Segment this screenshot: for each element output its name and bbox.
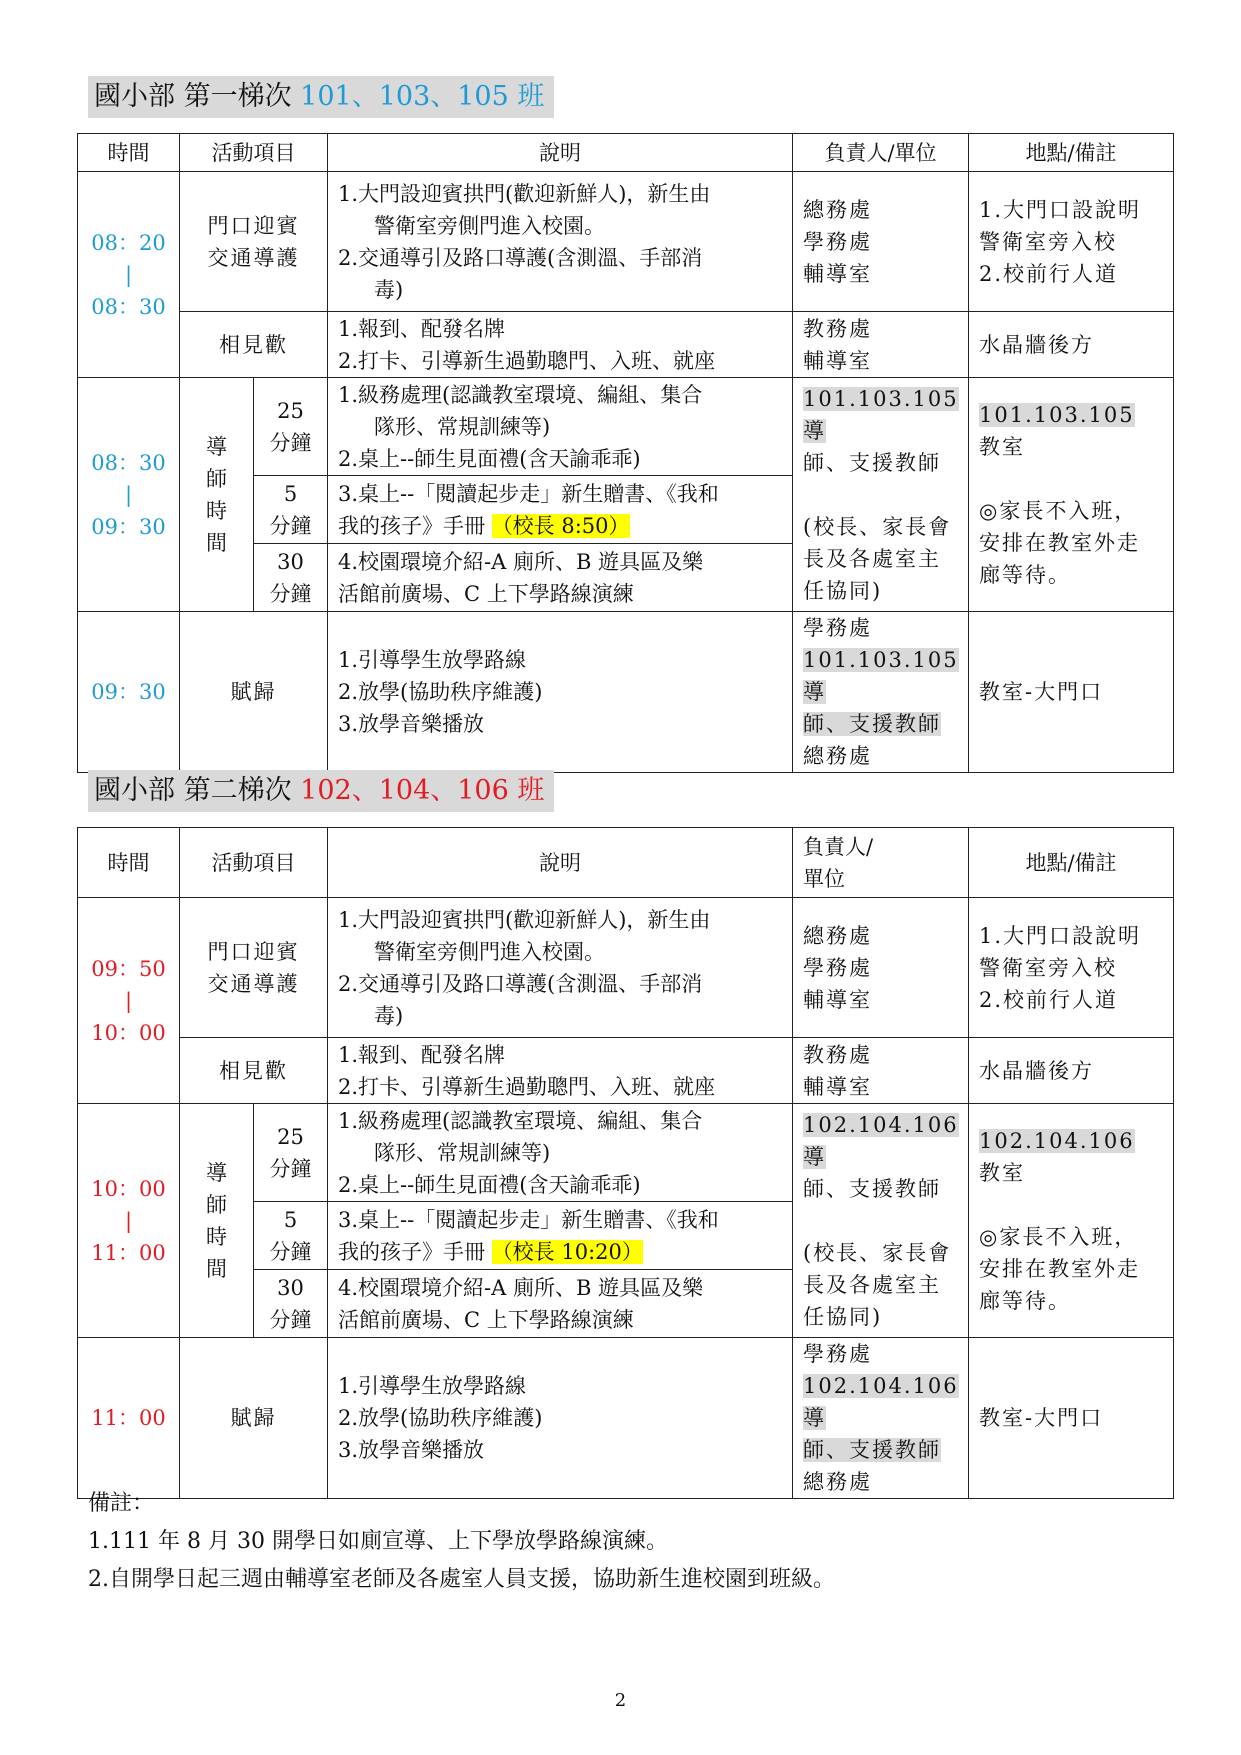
header-activity: 活動項目	[180, 828, 328, 898]
duration-cell	[254, 1202, 328, 1270]
text-line: 2.打卡、引導新生過勤聰門、入班、就座	[338, 348, 716, 373]
text-line: 總務處	[803, 197, 872, 222]
description-cell	[328, 898, 793, 1038]
header-time: 時間	[78, 828, 180, 898]
owner-cell	[793, 1338, 969, 1499]
owner-cell	[793, 612, 969, 773]
text-line: 3.放學音樂播放	[338, 712, 485, 736]
text-line: 1.大門口設說明	[979, 197, 1142, 222]
owner-cell	[793, 378, 969, 612]
table-row	[78, 312, 1174, 378]
text-line: 2.桌上--師生見面禮(含天諭乖乖)	[338, 446, 641, 471]
location-class-highlight: 102.104.106	[979, 1128, 1135, 1153]
text-line	[803, 1205, 958, 1237]
text-line: 警衛室旁入校	[979, 955, 1117, 980]
notes	[88, 1485, 835, 1599]
text-line: 08：20	[91, 230, 166, 255]
header-location: 地點/備註	[969, 134, 1174, 172]
activity-cell	[180, 1104, 254, 1338]
table-row	[78, 172, 1174, 312]
text-line: |	[124, 988, 133, 1013]
text-line: 輔導室	[803, 348, 872, 373]
text-line: (校長、家長會	[803, 514, 952, 539]
principal-time-highlight: （校長 8:50）	[491, 513, 630, 538]
text-line: 師	[206, 1192, 227, 1217]
text-line: 導	[206, 1160, 227, 1185]
text-line: 師、支援教師	[803, 1176, 941, 1201]
section-title: 國小部 第一梯次	[94, 81, 301, 112]
text-line: 導	[206, 434, 227, 459]
header-owner: 負責人/單位	[793, 134, 969, 172]
description-cell	[328, 1104, 793, 1202]
text-line: 2.校前行人道	[979, 261, 1119, 286]
text-line: 交通導護	[207, 971, 300, 996]
text-line: 1.大門口設說明	[979, 923, 1142, 948]
activity-cell	[180, 172, 328, 312]
owner-cell	[793, 172, 969, 312]
section-title: 國小部 第二梯次	[94, 775, 301, 806]
text-line: 輔導室	[803, 1074, 872, 1099]
text-line: 1.大門設迎賓拱門(歡迎新鮮人)，新生由	[338, 181, 711, 206]
note-line: 1.111 年 8 月 30 開學日如廁宣導、上下學放學路線演練。	[88, 1529, 668, 1554]
header-description: 說明	[328, 134, 793, 172]
duration-value: 30	[277, 549, 304, 574]
text-line: 我的孩子》手冊	[338, 1239, 485, 1264]
section-heading	[88, 76, 554, 118]
text-line: 1.報到、配發名牌	[338, 1042, 506, 1067]
text-line: 09：30	[91, 514, 166, 539]
text-line: 學務處	[803, 229, 872, 254]
text-line: 時	[206, 1224, 227, 1249]
header-owner	[793, 828, 969, 898]
text-line: 09：50	[91, 956, 166, 981]
duration-unit: 分鐘	[269, 513, 312, 538]
text-line: |	[124, 262, 133, 287]
text-line: 隊形、常規訓練等)	[374, 1140, 551, 1165]
owner-cell	[793, 898, 969, 1038]
text-line: 3.放學音樂播放	[338, 1438, 485, 1462]
duration-unit: 分鐘	[269, 1156, 312, 1181]
location-class-highlight: 101.103.105	[979, 402, 1135, 427]
section-heading	[88, 770, 554, 812]
text-line	[803, 479, 958, 511]
activity-cell: 賦歸	[180, 612, 328, 773]
text-line: 10：00	[91, 1176, 166, 1201]
description-cell	[328, 378, 793, 476]
owner-cell	[793, 1038, 969, 1104]
activity-cell: 相見歡	[180, 312, 328, 378]
text-line: 毒)	[374, 277, 404, 302]
time-cell: 11：00	[78, 1338, 180, 1499]
duration-cell	[254, 476, 328, 544]
page-number: 2	[614, 1690, 627, 1711]
text-line: 廊等待。	[979, 1288, 1071, 1313]
table-row	[78, 898, 1174, 1038]
description-cell	[328, 1270, 793, 1338]
text-line: 4.校園環境介紹-A 廁所、B 遊具區及樂	[338, 1275, 704, 1300]
owner-class-highlight: 102.104.106 導	[803, 1112, 959, 1169]
text-line: 2.打卡、引導新生過勤聰門、入班、就座	[338, 1074, 716, 1099]
location-cell	[969, 172, 1174, 312]
text-line: 安排在教室外走	[979, 1256, 1140, 1281]
text-line: 1.引導學生放學路線	[338, 1374, 527, 1398]
location-cell	[969, 898, 1174, 1038]
owner-cell	[793, 312, 969, 378]
text-line: ◎家長不入班，	[979, 1224, 1138, 1249]
text-line: 學務處	[803, 1342, 872, 1366]
description-cell	[328, 612, 793, 773]
text-line: 3.桌上--「閱讀起步走」新生贈書、《我和	[338, 481, 719, 506]
text-line: |	[124, 482, 133, 507]
header-activity: 活動項目	[180, 134, 328, 172]
text-line: 輔導室	[803, 987, 872, 1012]
duration-value: 25	[277, 398, 304, 423]
time-cell	[78, 378, 180, 612]
text-line: 警衛室旁入校	[979, 229, 1117, 254]
duration-value: 30	[277, 1275, 304, 1300]
table-row	[78, 612, 1174, 773]
text-line: 師、支援教師	[803, 450, 941, 475]
time-cell: 09：30	[78, 612, 180, 773]
description-cell	[328, 1338, 793, 1499]
text-line: 門口迎賓	[207, 939, 300, 964]
location-suffix: 教室	[979, 434, 1025, 459]
location-cell: 水晶牆後方	[969, 1038, 1174, 1104]
text-line: 2.桌上--師生見面禮(含天諭乖乖)	[338, 1172, 641, 1197]
description-cell	[328, 172, 793, 312]
duration-cell	[254, 378, 328, 476]
activity-cell	[180, 378, 254, 612]
header-owner-line: 負責人/	[803, 834, 874, 859]
table-row	[78, 1338, 1174, 1499]
text-line: 隊形、常規訓練等)	[374, 414, 551, 439]
table-row	[78, 1038, 1174, 1104]
text-line: 08：30	[91, 294, 166, 319]
header-description: 說明	[328, 828, 793, 898]
text-line: 交通導護	[207, 245, 300, 270]
location-cell: 教室-大門口	[969, 612, 1174, 773]
schedule-table	[77, 827, 1174, 1499]
notes-title: 備註：	[88, 1491, 155, 1516]
text-line: 2.交通導引及路口導護(含測溫、手部消	[338, 245, 703, 270]
text-line: 2.交通導引及路口導護(含測溫、手部消	[338, 971, 703, 996]
description-cell	[328, 1202, 793, 1270]
location-cell	[969, 378, 1174, 612]
text-line: 總務處	[803, 1470, 872, 1494]
description-cell	[328, 544, 793, 612]
text-line: (校長、家長會	[803, 1240, 952, 1265]
duration-value: 5	[283, 481, 298, 506]
text-line: 長及各處室主	[803, 1272, 941, 1297]
note-line: 2.自開學日起三週由輔導室老師及各處室人員支援，協助新生進校園到班級。	[88, 1567, 835, 1592]
text-line: 安排在教室外走	[979, 530, 1140, 555]
text-line: 長及各處室主	[803, 546, 941, 571]
owner-class-highlight: 師、支援教師	[803, 1438, 941, 1462]
text-line: 門口迎賓	[207, 213, 300, 238]
text-line: 教務處	[803, 316, 872, 341]
text-line: 警衛室旁側門進入校園。	[374, 213, 605, 238]
text-line: 教務處	[803, 1042, 872, 1067]
duration-unit: 分鐘	[269, 430, 312, 455]
text-line: 師	[206, 466, 227, 491]
duration-value: 5	[283, 1207, 298, 1232]
owner-cell	[793, 1104, 969, 1338]
header-time: 時間	[78, 134, 180, 172]
text-line: 2.校前行人道	[979, 987, 1119, 1012]
text-line: 4.校園環境介紹-A 廁所、B 遊具區及樂	[338, 549, 704, 574]
time-cell	[78, 1104, 180, 1338]
duration-unit: 分鐘	[269, 1307, 312, 1332]
owner-class-highlight: 101.103.105 導	[803, 386, 959, 443]
table-row	[78, 378, 1174, 476]
text-line: 我的孩子》手冊	[338, 513, 485, 538]
duration-unit: 分鐘	[269, 581, 312, 606]
table-row	[78, 1104, 1174, 1202]
location-cell	[969, 1104, 1174, 1338]
duration-unit: 分鐘	[269, 1239, 312, 1264]
duration-cell	[254, 1270, 328, 1338]
owner-class-highlight: 師、支援教師	[803, 712, 941, 736]
text-line: 間	[206, 530, 227, 555]
text-line: 1.大門設迎賓拱門(歡迎新鮮人)，新生由	[338, 907, 711, 932]
text-line: 警衛室旁側門進入校園。	[374, 939, 605, 964]
location-cell: 水晶牆後方	[969, 312, 1174, 378]
duration-cell	[254, 1104, 328, 1202]
text-line: 3.桌上--「閱讀起步走」新生贈書、《我和	[338, 1207, 719, 1232]
time-cell	[78, 172, 180, 378]
text-line: |	[124, 1208, 133, 1233]
table-header-row	[78, 134, 1174, 172]
duration-value: 25	[277, 1124, 304, 1149]
location-suffix: 教室	[979, 1160, 1025, 1185]
text-line: 1.引導學生放學路線	[338, 648, 527, 672]
description-cell	[328, 312, 793, 378]
duration-cell	[254, 544, 328, 612]
owner-class-highlight: 101.103.105 導	[803, 648, 959, 704]
description-cell	[328, 1038, 793, 1104]
text-line: 1.級務處理(認識教室環境、編組、集合	[338, 1108, 703, 1133]
activity-cell: 相見歡	[180, 1038, 328, 1104]
activity-cell	[180, 898, 328, 1038]
table-header-row	[78, 828, 1174, 898]
text-line: 學務處	[803, 616, 872, 640]
owner-class-highlight: 102.104.106 導	[803, 1374, 959, 1430]
text-line: 1.報到、配發名牌	[338, 316, 506, 341]
text-line: 08：30	[91, 450, 166, 475]
text-line: 廊等待。	[979, 562, 1071, 587]
description-cell	[328, 476, 793, 544]
text-line: 學務處	[803, 955, 872, 980]
header-location: 地點/備註	[969, 828, 1174, 898]
text-line: 間	[206, 1256, 227, 1281]
text-line: 總務處	[803, 744, 872, 768]
text-line: 1.級務處理(認識教室環境、編組、集合	[338, 382, 703, 407]
text-line: 任協同)	[803, 1304, 883, 1329]
text-line: 10：00	[91, 1020, 166, 1045]
location-cell: 教室-大門口	[969, 1338, 1174, 1499]
text-line: 活館前廣場、C 上下學路線演練	[338, 581, 634, 606]
text-line: 時	[206, 498, 227, 523]
time-cell	[78, 898, 180, 1104]
section-classes: 102、104、106 班	[300, 775, 545, 806]
schedule-table	[77, 133, 1174, 773]
text-line: 2.放學(協助秩序維護)	[338, 1406, 543, 1430]
activity-cell: 賦歸	[180, 1338, 328, 1499]
text-line: 毒)	[374, 1003, 404, 1028]
text-line: ◎家長不入班，	[979, 498, 1138, 523]
text-line: 輔導室	[803, 261, 872, 286]
text-line: 2.放學(協助秩序維護)	[338, 680, 543, 704]
text-line: 活館前廣場、C 上下學路線演練	[338, 1307, 634, 1332]
section-classes: 101、103、105 班	[300, 81, 545, 112]
header-owner-line: 單位	[803, 866, 845, 891]
text-line: 總務處	[803, 923, 872, 948]
text-line: 11：00	[91, 1240, 166, 1265]
principal-time-highlight: （校長 10:20）	[491, 1239, 643, 1264]
text-line: 任協同)	[803, 578, 883, 603]
